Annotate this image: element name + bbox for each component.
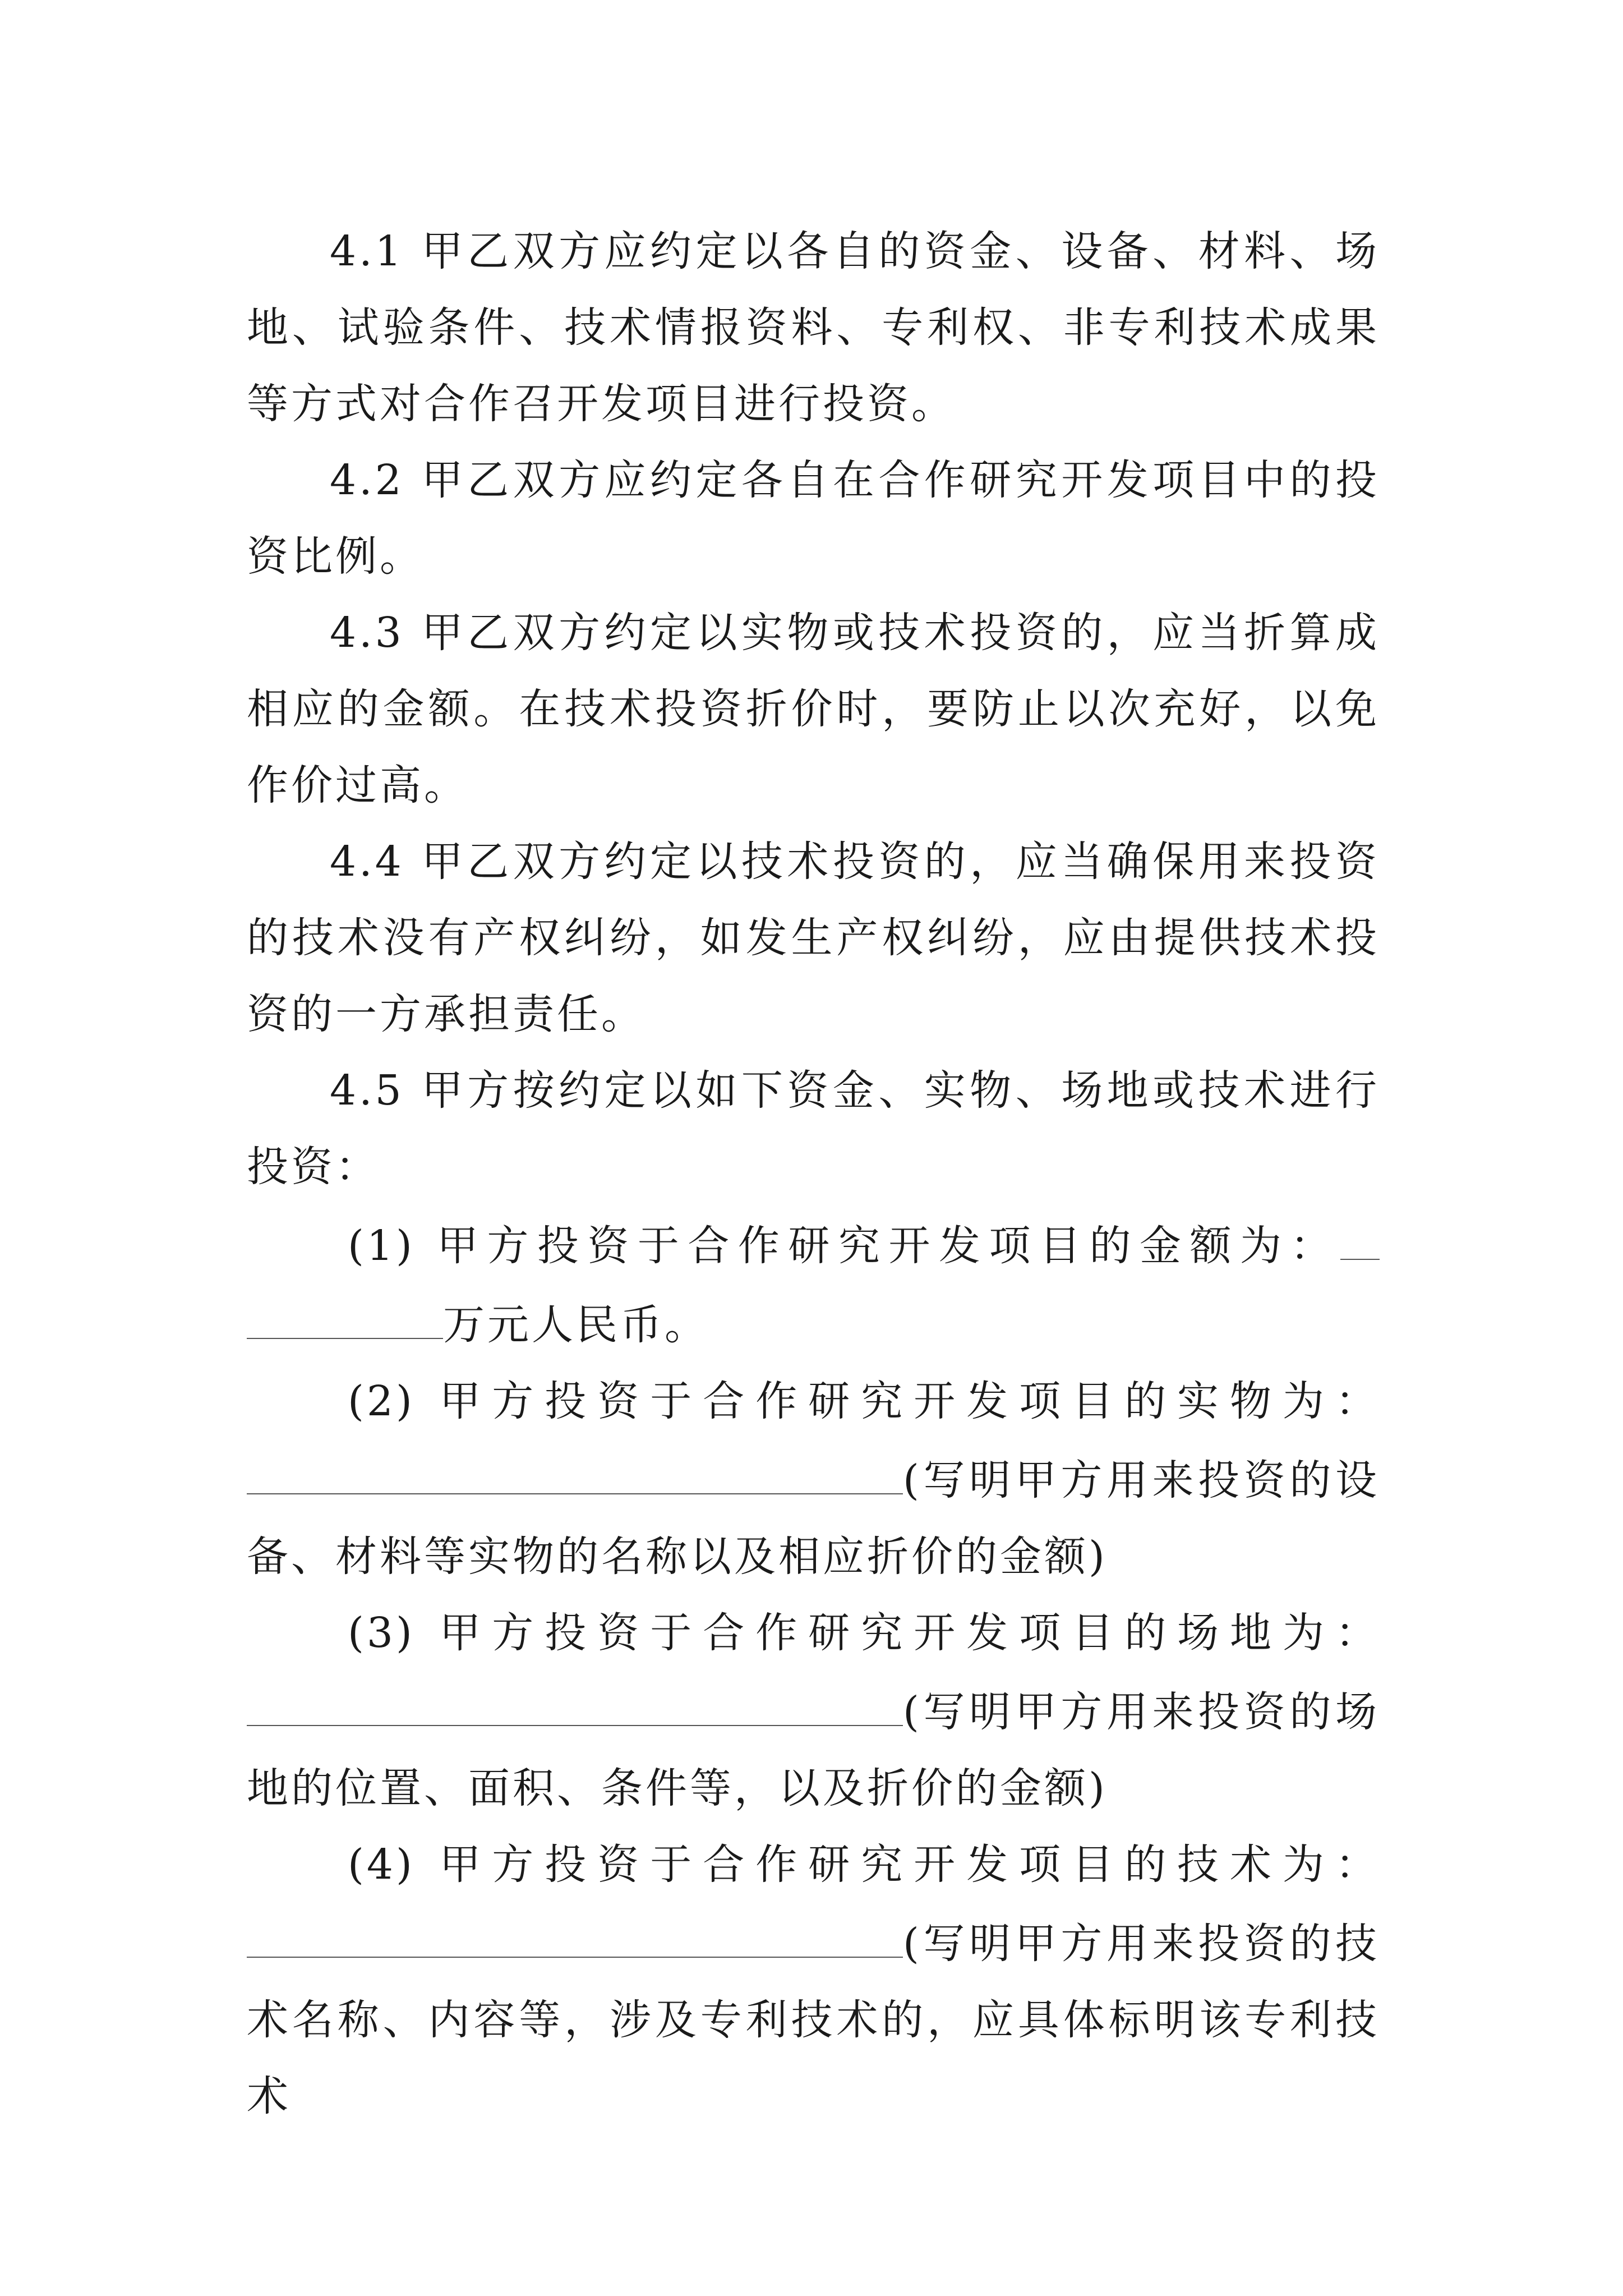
clause-4-5: 4.5 甲方按约定以如下资金、实物、场地或技术进行投资： (247, 1066, 1380, 1191)
item-3-line (247, 1595, 1380, 1671)
item-4-line (247, 1826, 1380, 1903)
item-1-continuation (247, 1284, 1380, 1363)
document-body (247, 213, 1380, 2134)
clause-4-1: 4.1 甲乙双方应约定以各自的资金、设备、材料、场地、试验条件、技术情报资料、专利权、非专利技术成果等方式对合作召开发项目进行投资。 (247, 227, 1380, 428)
item-3-note: (写明甲方用来投资的场地的位置、面积、条件等，以及折价的金额) (247, 1688, 1380, 1812)
item-2-label: (2) 甲方投资于合作研究开发项目的实物为： (348, 1377, 1380, 1425)
item-2-note: (写明甲方用来投资的设备、材料等实物的名称以及相应折价的金额) (247, 1456, 1380, 1581)
clause-4-2: 4.2 甲乙双方应约定各自在合作研究开发项目中的投资比例。 (247, 456, 1380, 581)
item-4-blank (247, 1903, 903, 1958)
item-2-line (247, 1363, 1380, 1439)
clause-4-4: 4.4 甲乙双方约定以技术投资的，应当确保用来投资的技术没有产权纠纷，如发生产权纠纷，应由提供技术投资的一方承担责任。 (247, 838, 1380, 1038)
item-1-blank-end (247, 1284, 443, 1339)
item-3-continuation (247, 1671, 1380, 1826)
clause-4-3: 4.3 甲乙双方约定以实物或技术投资的，应当折算成相应的金额。在技术投资折价时，要防止以次充好，以免作价过高。 (247, 609, 1380, 809)
item-1-blank-start (1340, 1205, 1380, 1260)
item-4-continuation (247, 1903, 1380, 2134)
item-2-blank (247, 1439, 903, 1494)
item-3-blank (247, 1671, 903, 1726)
item-1-line (247, 1205, 1380, 1284)
item-2-continuation (247, 1439, 1380, 1595)
item-4-label: (4) 甲方投资于合作研究开发项目的技术为： (348, 1841, 1380, 1889)
item-1-label: (1) 甲方投资于合作研究开发项目的金额为： (348, 1222, 1340, 1270)
item-1-suffix: 万元人民币。 (443, 1301, 709, 1349)
item-3-label: (3) 甲方投资于合作研究开发项目的场地为： (348, 1609, 1380, 1657)
item-4-note: (写明甲方用来投资的技术名称、内容等，涉及专利技术的，应具体标明该专利技术 (247, 1920, 1380, 2120)
